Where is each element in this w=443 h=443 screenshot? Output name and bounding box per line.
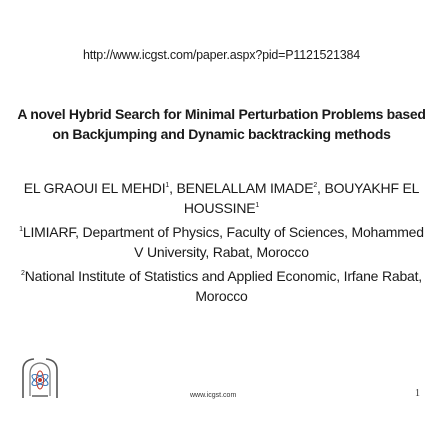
- affiliation-1: [16, 222, 427, 262]
- page-number: 1: [415, 388, 420, 399]
- footer-website[interactable]: www.icgst.com: [190, 392, 237, 399]
- paper-url[interactable]: http://www.icgst.com/paper.aspx?pid=P1121521384: [82, 48, 360, 62]
- affiliation-text: LIMIARF, Department of Physics, Faculty of Sciences, Mohammed V University, Rabat, Morocco: [22, 224, 424, 260]
- author-name: BOUYAKHF EL HOUSSINE: [183, 180, 420, 216]
- author-affiliation-mark: 1: [165, 182, 170, 189]
- atom-logo-icon: [18, 356, 62, 400]
- affiliation-mark: 1: [19, 226, 23, 233]
- affiliation-2: [16, 266, 427, 306]
- author-affiliation-mark: 1: [255, 202, 260, 209]
- author-name: EL GRAOUI EL MEHDI: [23, 180, 166, 196]
- author-separator: ,: [169, 180, 177, 196]
- atom-logo-svg: [18, 356, 62, 400]
- affiliation-mark: 2: [21, 270, 25, 277]
- author-affiliation-mark: 2: [313, 182, 318, 189]
- paper-title: A novel Hybrid Search for Minimal Perturbation Problems based on Backjumping and Dynamic backtracking methods: [17, 106, 426, 142]
- affiliation-text: National Institute of Statistics and Applied Economic, Irfane Rabat, Morocco: [24, 268, 422, 304]
- author-separator: ,: [317, 180, 325, 196]
- author-list: [16, 178, 427, 218]
- author-name: BENELALLAM IMADE: [176, 180, 314, 196]
